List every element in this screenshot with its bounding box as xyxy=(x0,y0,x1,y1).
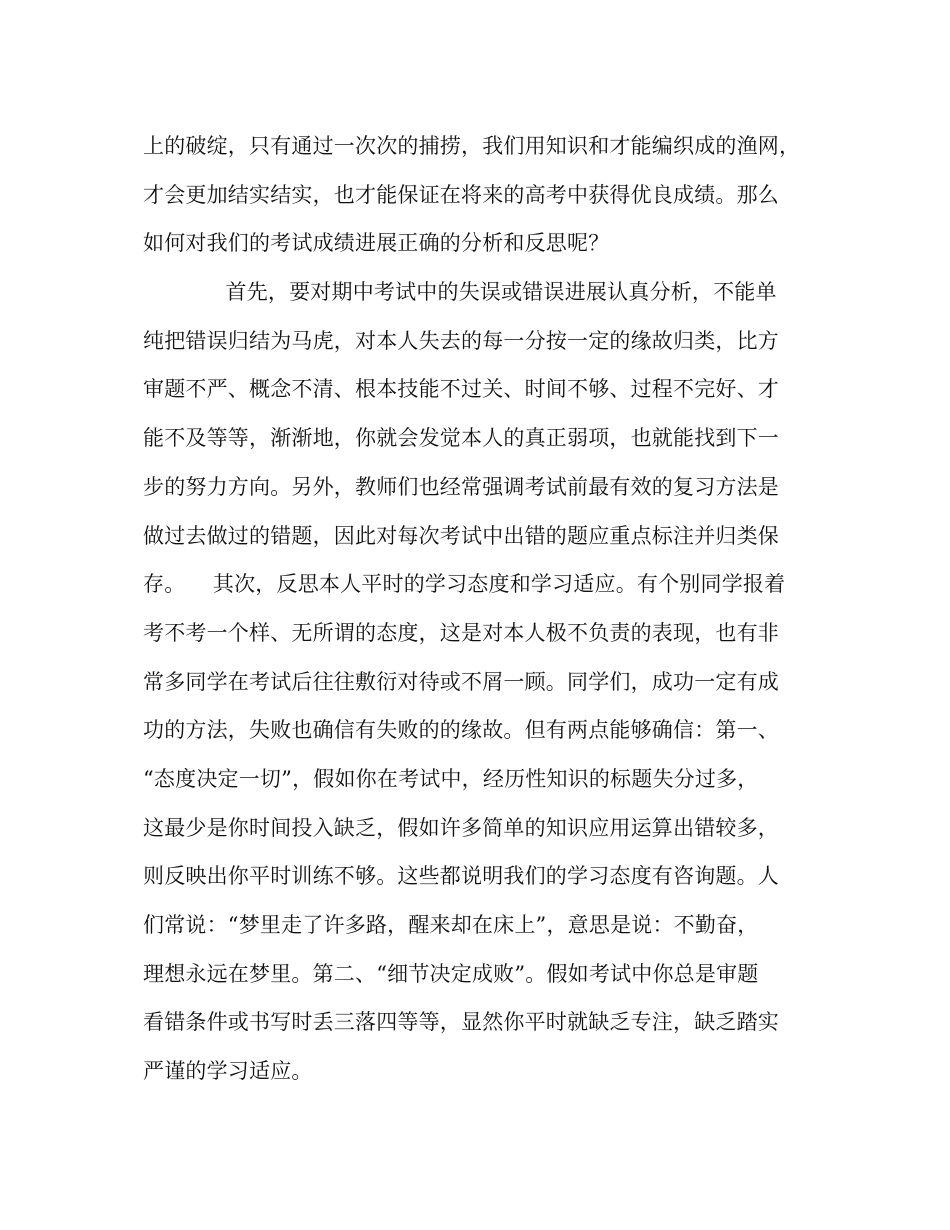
text-line: 则反映出你平时训练不够。这些都说明我们的学习态度有咨询题。人 xyxy=(143,864,779,889)
text-line: 严谨的学习适应。 xyxy=(143,1059,313,1084)
text-line: 存。 其次，反思本人平时的学习态度和学习适应。有个别同学报着 xyxy=(143,572,786,597)
text-line: 们常说：“梦里走了许多路，醒来却在床上”，意思是说：不勤奋， xyxy=(143,913,759,937)
text-line: 步的努力方向。另外，教师们也经常强调考试前最有效的复习方法是 xyxy=(143,474,779,499)
text-line: 这最少是你时间投入缺乏，假如许多简单的知识应用运算出错较多， xyxy=(143,815,779,840)
text-line: 上的破绽，只有通过一次次的捕捞，我们用知识和才能编织成的渔网， xyxy=(143,134,801,158)
text-line: 能不及等等，渐渐地，你就会发觉本人的真正弱项，也就能找到下一 xyxy=(143,426,779,451)
text-line: 审题不严、概念不清、根本技能不过关、时间不够、过程不完好、才 xyxy=(143,377,779,402)
text-line: “态度决定一切”，假如你在考试中，经历性知识的标题失分过多， xyxy=(143,766,759,791)
text-line: 做过去做过的错题，因此对每次考试中出错的题应重点标注并归类保 xyxy=(143,523,779,548)
text-line: 首先，要对期中考试中的失误或错误进展认真分析，不能单 xyxy=(143,280,777,305)
text-line: 纯把错误归结为马虎，对本人失去的每一分按一定的缘故归类，比方 xyxy=(143,328,779,353)
text-line: 理想永远在梦里。第二、“细节决定成败”。假如考试中你总是审题 xyxy=(143,961,759,986)
text-line: 才会更加结实结实，也才能保证在将来的高考中获得优良成绩。那么 xyxy=(143,182,779,207)
body-text xyxy=(143,122,808,1096)
text-line: 功的方法，失败也确信有失败的的缘故。但有两点能够确信：第一、 xyxy=(143,718,779,743)
text-line: 常多同学在考试后往往敷衍对待或不屑一顾。同学们，成功一定有成 xyxy=(143,669,779,694)
text-line: 看错条件或书写时丢三落四等等，显然你平时就缺乏专注，缺乏踏实 xyxy=(143,1010,779,1035)
text-line: 考不考一个样、无所谓的态度，这是对本人极不负责的表现，也有非 xyxy=(143,620,779,645)
text-line: 如何对我们的考试成绩进展正确的分析和反思呢？ xyxy=(143,231,610,256)
